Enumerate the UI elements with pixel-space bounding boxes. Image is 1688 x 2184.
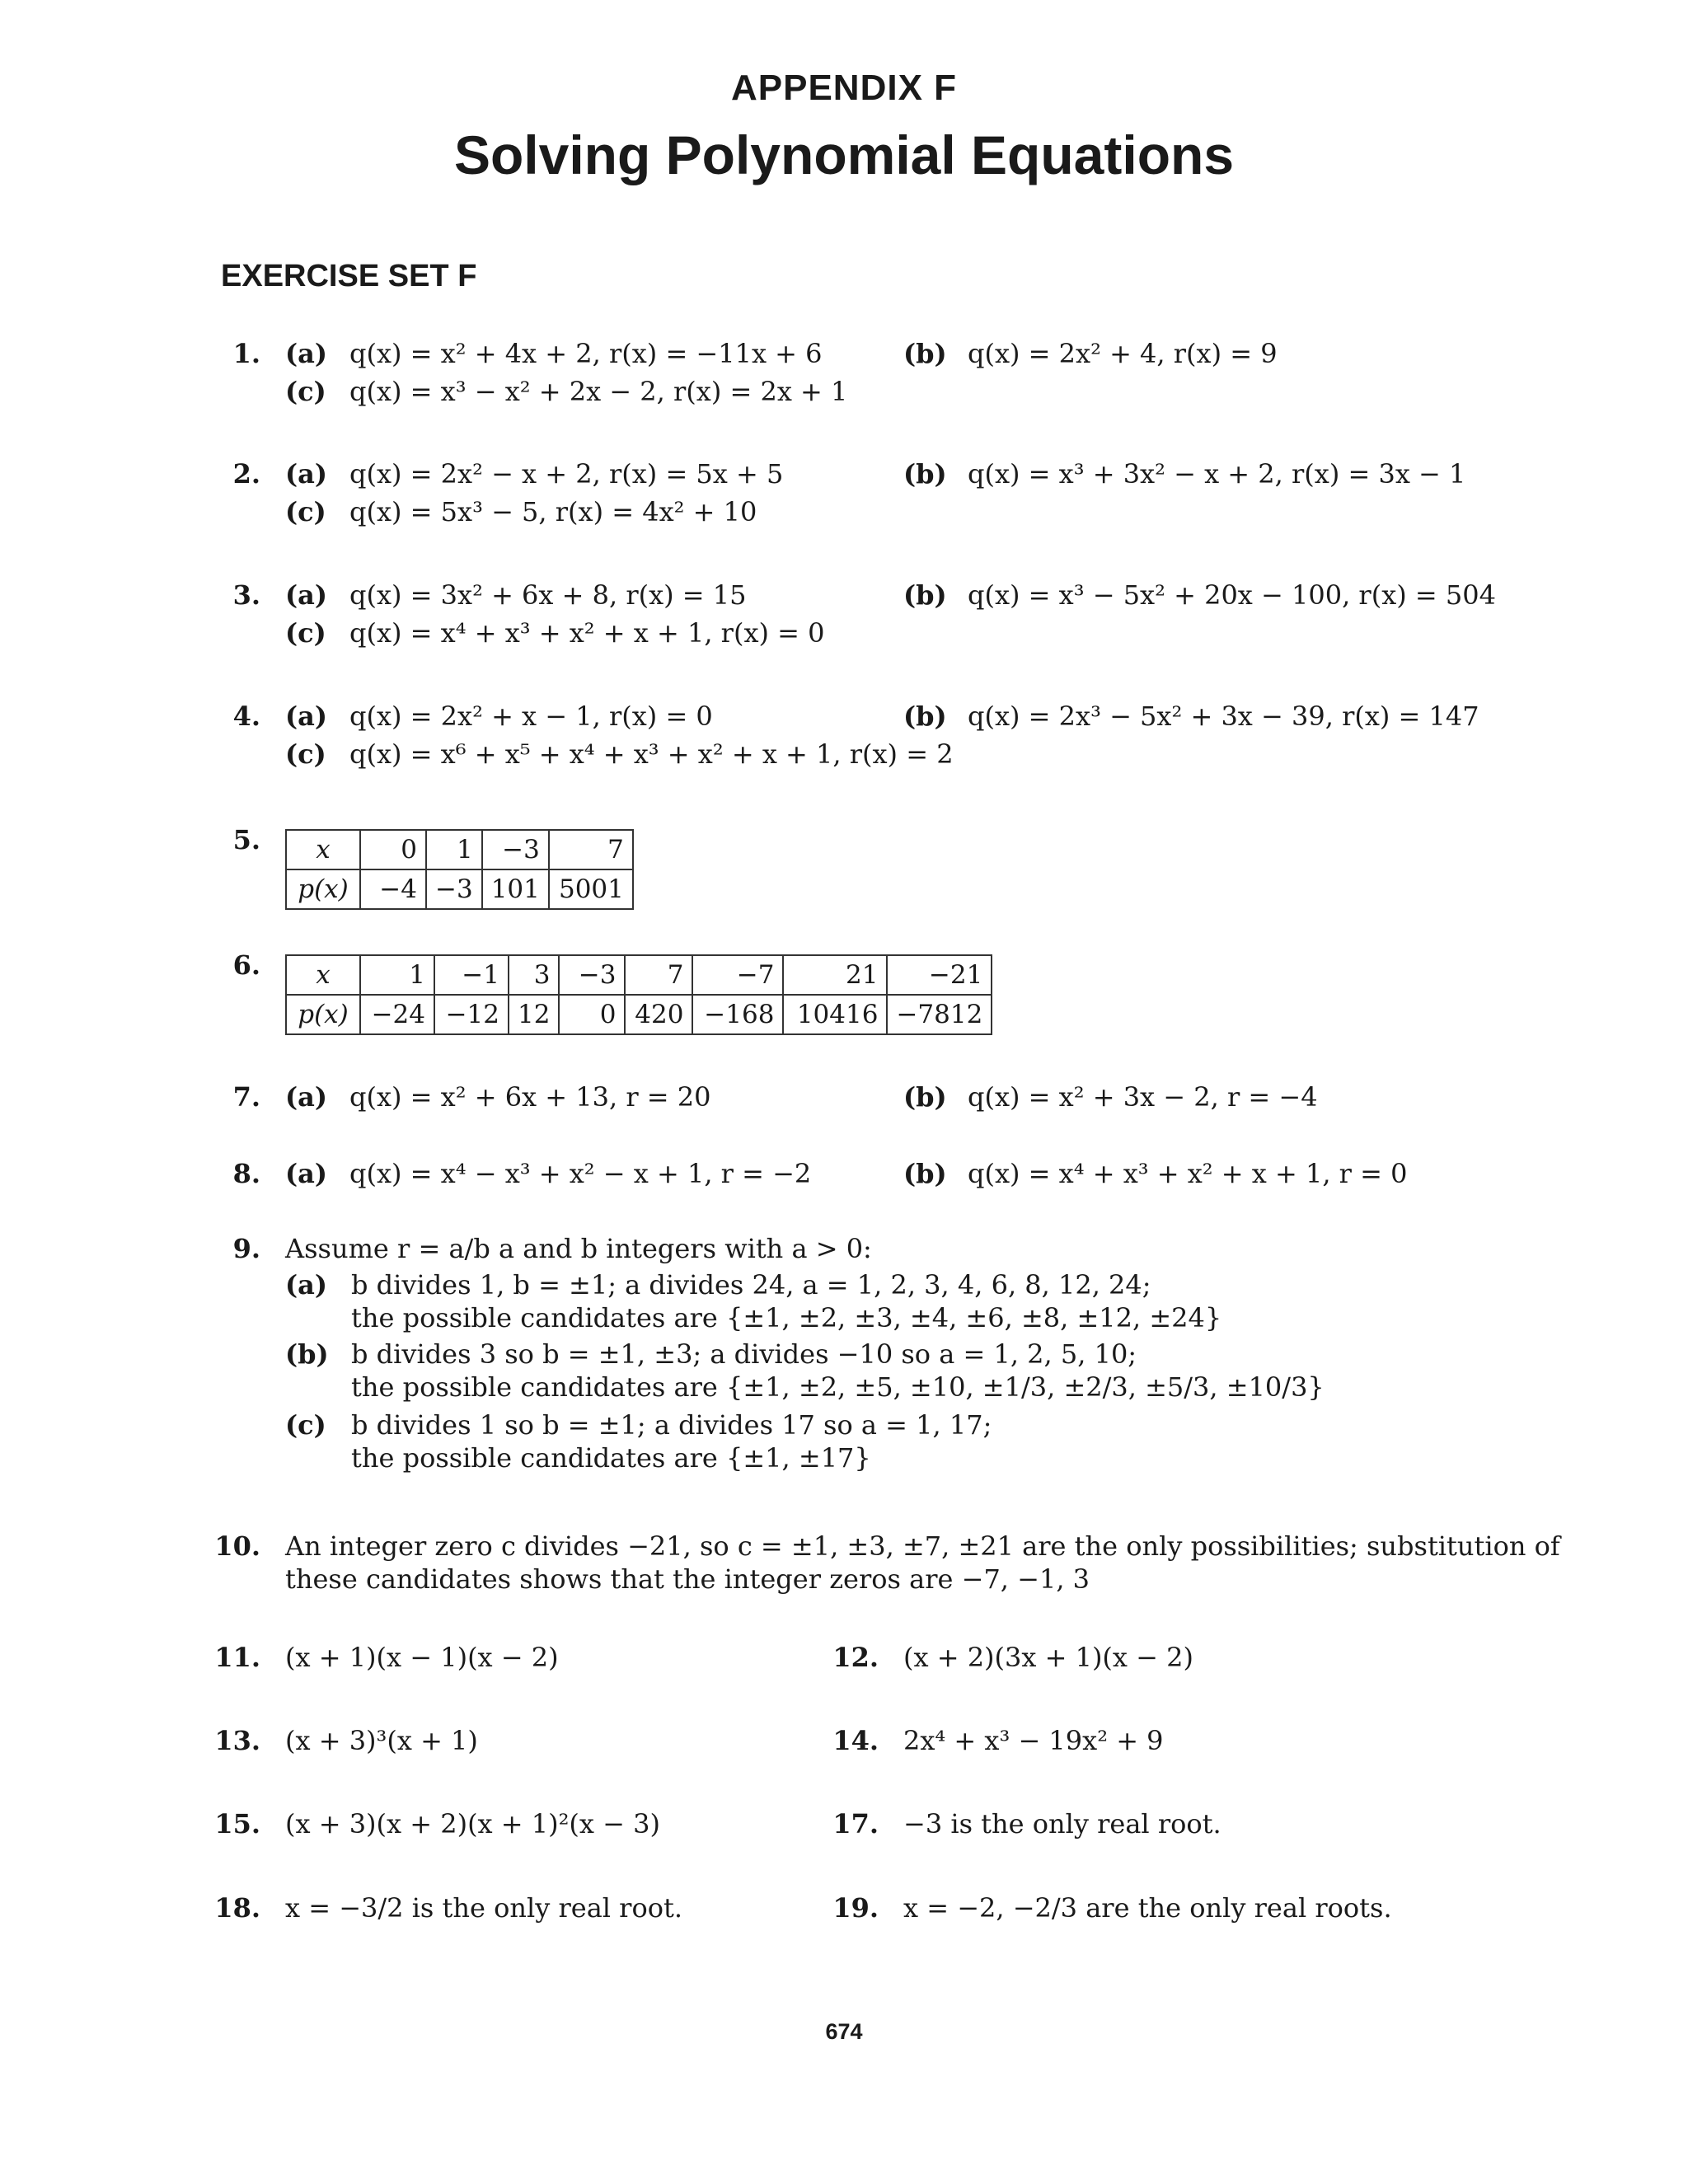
problem-intro: Assume r = a/b a and b integers with a > 0: [285,1233,872,1264]
table-cell: 21 [783,955,887,995]
problem-number: 1. [232,338,260,369]
problem-answer: x = −3/2 is the only real root. [285,1892,683,1924]
part-label: (a) [285,458,328,490]
problem-number: 4. [232,701,260,732]
table-cell: 420 [625,995,692,1034]
part-label: (b) [903,338,947,369]
part-answer: q(x) = x³ − x² + 2x − 2, r(x) = 2x + 1 [349,376,848,407]
problem-text: An integer zero c divides −21, so c = ±1, ±3, ±7, ±21 are the only possibilities; substitution of [285,1530,1560,1562]
part-label: (a) [285,1158,328,1189]
problem-number: 12. [832,1642,879,1673]
table-row-x [286,830,633,869]
table-cell: −7812 [887,995,992,1034]
part-answer: q(x) = 3x² + 6x + 8, r(x) = 15 [349,579,747,611]
part-label: (a) [285,1269,328,1301]
part-label: (b) [285,1338,329,1370]
part-answer: q(x) = x² + 6x + 13, r = 20 [349,1081,711,1113]
table-header-x: x [286,955,360,995]
table-row-x [286,955,992,995]
part-answer: q(x) = x⁴ − x³ + x² − x + 1, r = −2 [349,1158,812,1189]
appendix-label: APPENDIX F [730,68,958,108]
problem-number: 14. [832,1725,879,1756]
part-label: (c) [285,617,326,649]
table-cell: −7 [692,955,783,995]
problem-number: 2. [232,458,260,490]
part-answer: q(x) = x² + 3x − 2, r = −4 [968,1081,1318,1113]
problem-number: 11. [214,1642,260,1673]
problem-number: 5. [232,824,260,855]
part-label: (b) [903,1158,947,1189]
part-answer: q(x) = 2x² + x − 1, r(x) = 0 [349,701,713,732]
problem-answer: (x + 3)³(x + 1) [285,1725,478,1756]
table-cell: 10416 [783,995,887,1034]
exercise-set-heading: EXERCISE SET F [221,259,477,293]
part-answer: q(x) = x³ − 5x² + 20x − 100, r(x) = 504 [968,579,1496,611]
table-row-p [286,869,633,909]
part-answer: q(x) = x⁴ + x³ + x² + x + 1, r(x) = 0 [349,617,825,649]
problem-number: 10. [214,1530,260,1562]
table-cell: −21 [887,955,992,995]
table-cell: −3 [482,830,549,869]
table-header-p: p(x) [286,995,360,1034]
problem-number: 19. [832,1892,879,1924]
problem-answer: 2x⁴ + x³ − 19x² + 9 [903,1725,1164,1756]
part-answer-line2: the possible candidates are {±1, ±2, ±5, ±10, ±1/3, ±2/3, ±5/3, ±10/3} [351,1371,1325,1403]
problem-answer: (x + 3)(x + 2)(x + 1)²(x − 3) [285,1808,660,1840]
table-cell: 101 [482,869,549,909]
part-answer: b divides 1, b = ±1; a divides 24, a = 1, 2, 3, 4, 6, 8, 12, 24; [351,1269,1151,1301]
table-cell: 0 [559,995,625,1034]
problem-number: 17. [832,1808,879,1840]
part-answer: q(x) = 2x² + 4, r(x) = 9 [968,338,1278,369]
page-number: 674 [825,2019,863,2044]
part-answer: q(x) = x³ + 3x² − x + 2, r(x) = 3x − 1 [968,458,1466,490]
part-answer: q(x) = x⁶ + x⁵ + x⁴ + x³ + x² + x + 1, r(x) = 2 [349,738,954,770]
part-label: (b) [903,1081,947,1113]
table-cell: −4 [360,869,426,909]
problem-number: 7. [232,1081,260,1113]
table-cell: −3 [426,869,482,909]
table-header-x: x [286,830,360,869]
part-answer: q(x) = x⁴ + x³ + x² + x + 1, r = 0 [968,1158,1408,1189]
problem-answer: (x + 1)(x − 1)(x − 2) [285,1642,559,1673]
table-row-p [286,995,992,1034]
part-answer: b divides 3 so b = ±1, ±3; a divides −10 so a = 1, 2, 5, 10; [351,1338,1137,1370]
problem-text-line2: these candidates shows that the integer zeros are −7, −1, 3 [285,1563,1090,1595]
part-label: (c) [285,376,326,407]
table-cell: 1 [360,955,434,995]
problem-answer: x = −2, −2/3 are the only real roots. [903,1892,1392,1924]
problem-number: 8. [232,1158,260,1189]
page-title: Solving Polynomial Equations [453,124,1235,185]
problem-answer: (x + 2)(3x + 1)(x − 2) [903,1642,1193,1673]
table-cell: −3 [559,955,625,995]
part-label: (a) [285,338,328,369]
table-cell: 7 [549,830,633,869]
part-answer: q(x) = 2x² − x + 2, r(x) = 5x + 5 [349,458,784,490]
problem-number: 13. [214,1725,260,1756]
part-answer: q(x) = x² + 4x + 2, r(x) = −11x + 6 [349,338,823,369]
part-label: (c) [285,1409,326,1441]
problem-number: 15. [214,1808,260,1840]
part-answer: q(x) = 2x³ − 5x² + 3x − 39, r(x) = 147 [968,701,1479,732]
part-answer-line2: the possible candidates are {±1, ±17} [351,1442,871,1474]
part-label: (c) [285,496,326,527]
table-header-p: p(x) [286,869,360,909]
table-cell: −24 [360,995,434,1034]
value-table-6 [285,954,992,1035]
part-label: (b) [903,458,947,490]
problem-number: 9. [232,1233,260,1264]
part-label: (a) [285,579,328,611]
table-cell: −1 [434,955,509,995]
table-cell: 3 [509,955,559,995]
part-label: (b) [903,701,947,732]
table-cell: 0 [360,830,426,869]
table-cell: 12 [509,995,559,1034]
problem-number: 18. [214,1892,260,1924]
part-answer: b divides 1 so b = ±1; a divides 17 so a = 1, 17; [351,1409,992,1441]
part-label: (a) [285,1081,328,1113]
table-cell: 1 [426,830,482,869]
table-cell: −12 [434,995,509,1034]
part-answer: q(x) = 5x³ − 5, r(x) = 4x² + 10 [349,496,757,527]
value-table-5 [285,829,634,910]
part-label: (c) [285,738,326,770]
part-answer-line2: the possible candidates are {±1, ±2, ±3, ±4, ±6, ±8, ±12, ±24} [351,1302,1222,1333]
table-cell: 7 [625,955,692,995]
problem-answer: −3 is the only real root. [903,1808,1221,1840]
part-label: (b) [903,579,947,611]
problem-number: 6. [232,949,260,981]
part-label: (a) [285,701,328,732]
problem-number: 3. [232,579,260,611]
table-cell: −168 [692,995,783,1034]
table-cell: 5001 [549,869,633,909]
